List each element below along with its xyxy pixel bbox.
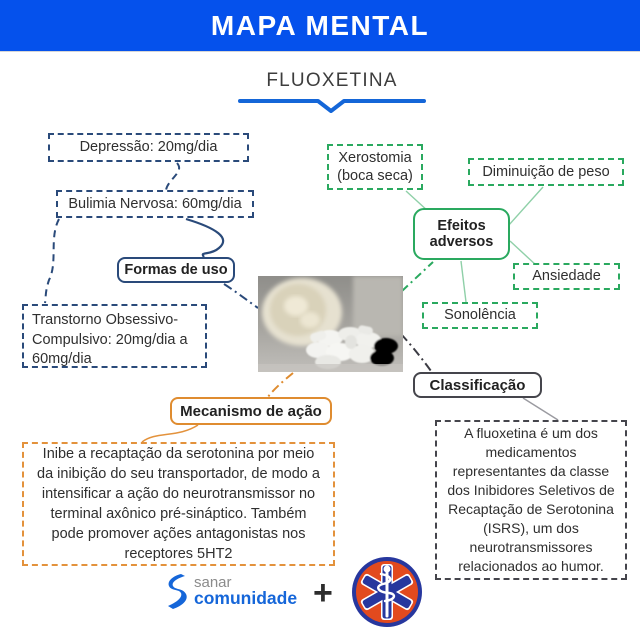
connector-bulimia-transtorno: [45, 219, 59, 303]
node-sonolencia: [422, 302, 538, 329]
node-mecanismo-text: [22, 442, 335, 566]
page-title: MAPA MENTAL: [210, 9, 430, 41]
connector-mecanismo-box: [142, 425, 198, 442]
connector-image-efeitos: [402, 262, 433, 291]
label-efeitos-adversos: [413, 208, 510, 260]
connector-bulimia-formas: [186, 219, 223, 257]
brand-sanar-text: sanar: [194, 574, 232, 591]
label-mecanismo-text: Mecanismo de ação: [180, 402, 322, 420]
connector-image-classificacao: [401, 334, 431, 371]
node-xerostomia: [327, 144, 423, 190]
node-transtorno: [22, 304, 207, 368]
label-mecanismo-de-acao: [170, 397, 332, 425]
connector-classificacao-box: [523, 398, 558, 420]
node-sonolencia-label: Sonolência: [444, 307, 516, 324]
connector-efeitos-diminuicao: [508, 187, 543, 226]
connector-efeitos-sonolencia: [461, 261, 466, 302]
connector-formas-image: [224, 284, 258, 308]
node-ansiedade: [513, 263, 620, 290]
node-ansiedade-label: Ansiedade: [532, 268, 601, 285]
node-diminuicao-peso-label: Diminuição de peso: [482, 163, 610, 180]
label-classificacao: [413, 372, 542, 398]
node-xerostomia-label: Xerostomia (boca seca): [337, 149, 413, 184]
label-classificacao-text: Classificação: [429, 376, 526, 394]
node-classificacao-text: [435, 420, 627, 580]
star-of-life-icon: [351, 556, 423, 628]
node-depressao-label: Depressão: 20mg/dia: [79, 139, 218, 156]
mecanismo-description: Inibe a recaptação da serotonina por meio da inibição do seu transportador, de modo a intensificar a ação do neurotransmissor no terminal axônico pré-sináptico. Também pode promover ações antagonistas nos receptores 5HT2: [37, 446, 320, 562]
subject-underline-arrow: [240, 101, 424, 111]
classificacao-description: A fluoxetina é um dos medicamentos representantes da classe dos Inibidores Seletivos de Recaptação de Serotonina (ISRS), um dos neurotransmissores relacionados ao humor.: [447, 424, 615, 575]
subject-title: FLUOXETINA: [266, 70, 398, 91]
pills-photo-art: [258, 276, 403, 372]
connector-image-mecanismo: [268, 373, 293, 397]
brand-sanar: [194, 575, 297, 608]
sanar-logo-icon: [163, 572, 191, 610]
node-diminuicao-peso: [468, 158, 624, 186]
node-bulimia-label: Bulimia Nervosa: 60mg/dia: [68, 195, 242, 212]
banner: [0, 0, 640, 52]
pills-photo: [258, 276, 403, 372]
connector-depressao-bulimia: [166, 163, 179, 190]
node-depressao: [48, 133, 249, 162]
label-formas-de-uso-text: Formas de uso: [124, 262, 228, 278]
brand-comunidade-text: comunidade: [194, 588, 298, 608]
medical-academy-logo: [351, 556, 423, 628]
node-transtorno-label: Transtorno Obsessivo-Compulsivo: 20mg/dia a 60mg/dia: [32, 312, 188, 368]
plus-sign: +: [313, 574, 333, 612]
label-formas-de-uso: [117, 257, 235, 283]
node-bulimia: [56, 190, 254, 218]
label-efeitos-adversos-text: Efeitos adversos: [429, 218, 494, 250]
